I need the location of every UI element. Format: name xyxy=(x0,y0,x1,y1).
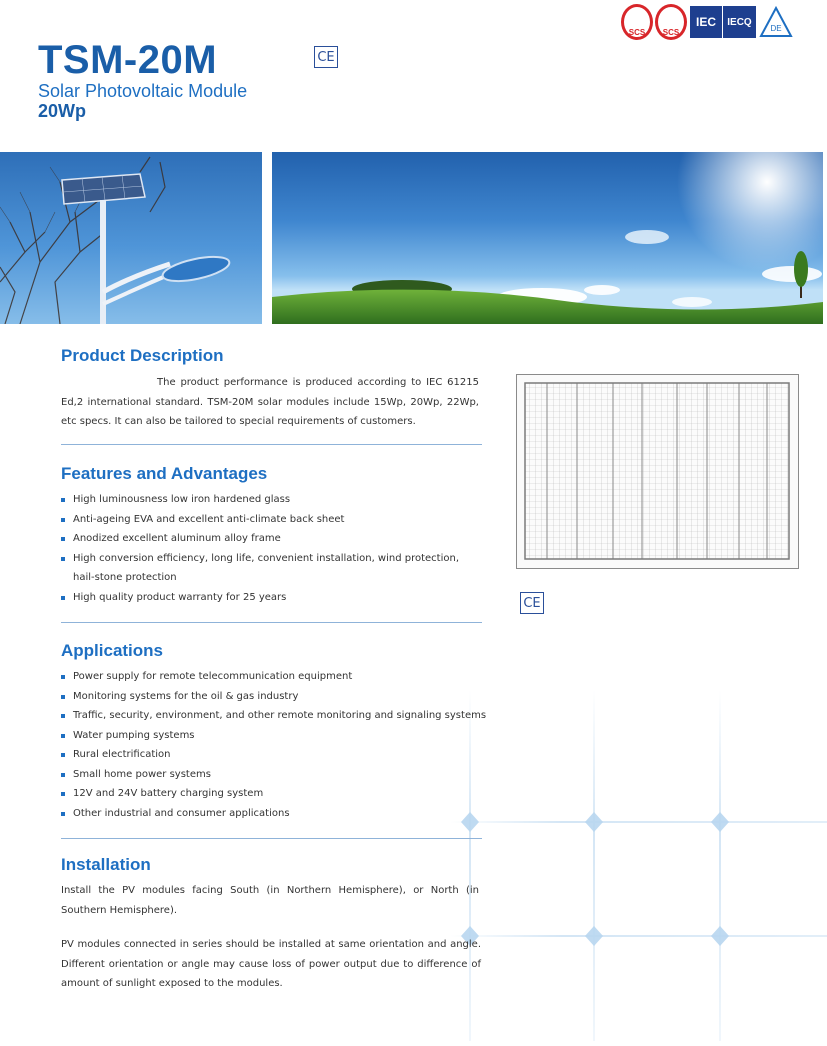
power-rating: 20Wp xyxy=(38,101,87,121)
applications-list xyxy=(61,667,491,823)
installation-paragraph-2: PV modules connected in series should be installed at same orientation and angle. Different orientation or angle may cause loss of power output due to difference of amount of sunlight exposed to the modules. xyxy=(61,939,481,989)
bullet-icon xyxy=(61,675,65,679)
solar-panel-image xyxy=(516,374,799,569)
section-divider xyxy=(61,622,482,623)
bullet-icon xyxy=(61,537,65,541)
installation-heading: Installation xyxy=(61,855,151,874)
list-item: Small home power systems xyxy=(61,765,491,785)
model-title: TSM-20M xyxy=(38,38,218,82)
list-item: Power supply for remote telecommunication equipment xyxy=(61,667,491,687)
bullet-icon xyxy=(61,773,65,777)
section-divider xyxy=(61,838,482,839)
list-item: Monitoring systems for the oil & gas industry xyxy=(61,687,491,707)
bullet-icon xyxy=(61,714,65,718)
panel-ce-mark: CE xyxy=(520,592,544,614)
iecq-cert-icon: IECQ xyxy=(723,6,756,38)
product-description-text: The product performance is produced according to IEC 61215 Ed,2 international standard. TSM-20M solar modules include 15Wp, 20Wp, 22Wp, etc specs. It can also be tailored to special requirements of customers. xyxy=(61,377,479,427)
bullet-icon xyxy=(61,792,65,796)
product-description-heading: Product Description xyxy=(61,346,224,365)
bullet-icon xyxy=(61,596,65,600)
list-item: Anti-ageing EVA and excellent anti-climate back sheet xyxy=(61,510,481,530)
street-lamp-photo xyxy=(0,152,262,324)
bullet-icon xyxy=(61,557,65,561)
scs-cert-icon: SCS xyxy=(621,6,653,38)
section-divider xyxy=(61,444,482,445)
installation-paragraph-1: Install the PV modules facing South (in Northern Hemisphere), or North (in Southern Hemisphere). xyxy=(61,885,479,916)
ce-mark: CE xyxy=(314,46,338,68)
list-item: Traffic, security, environment, and other remote monitoring and signaling systems xyxy=(61,706,491,726)
features-heading: Features and Advantages xyxy=(61,464,268,483)
sky-landscape-photo xyxy=(272,152,823,324)
list-item: Other industrial and consumer applications xyxy=(61,804,491,824)
applications-heading: Applications xyxy=(61,641,164,660)
features-list xyxy=(61,490,481,607)
bullet-icon xyxy=(61,812,65,816)
list-item: Anodized excellent aluminum alloy frame xyxy=(61,529,481,549)
list-item: Water pumping systems xyxy=(61,726,491,746)
list-item: High conversion efficiency, long life, convenient installation, wind protection, hail-stone protection xyxy=(61,549,481,588)
bullet-icon xyxy=(61,518,65,522)
list-item: Rural electrification xyxy=(61,745,491,765)
bullet-icon xyxy=(61,695,65,699)
list-item: 12V and 24V battery charging system xyxy=(61,784,491,804)
bullet-icon xyxy=(61,753,65,757)
bullet-icon xyxy=(61,498,65,502)
scs-cert-icon: SCS xyxy=(655,6,687,38)
list-item: High luminousness low iron hardened glass xyxy=(61,490,481,510)
de-cert-icon xyxy=(759,6,793,38)
product-subtitle: Solar Photovoltaic Module xyxy=(38,81,248,101)
list-item: High quality product warranty for 25 years xyxy=(61,588,481,608)
iec-cert-icon: IEC xyxy=(690,6,722,38)
svg-text:DE: DE xyxy=(770,24,782,33)
decorative-grid-background xyxy=(450,690,827,1041)
bullet-icon xyxy=(61,734,65,738)
